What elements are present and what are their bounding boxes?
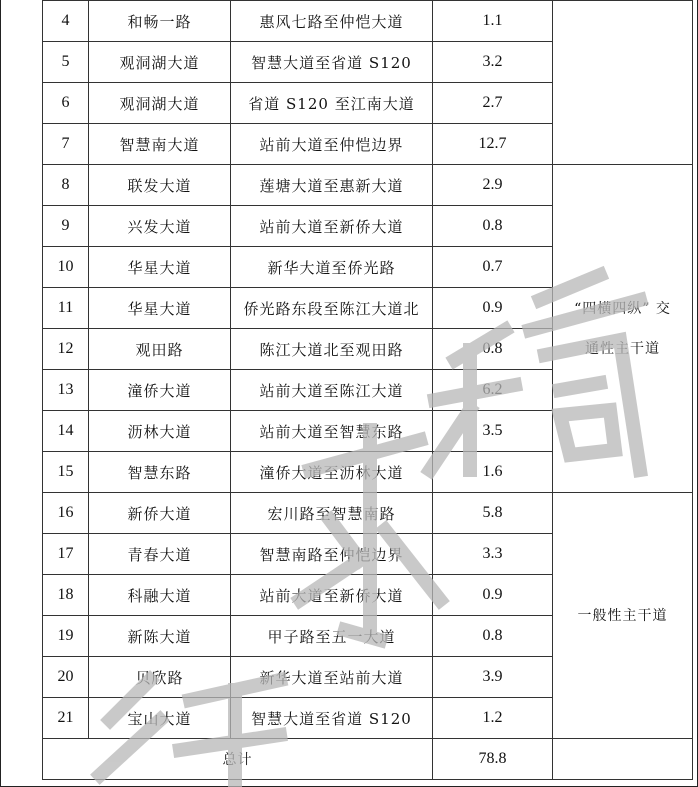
row-number: 10	[43, 247, 89, 288]
road-range: 新华大道至站前大道	[231, 657, 433, 698]
road-range: 智慧南路至仲恺边界	[231, 534, 433, 575]
road-length: 0.7	[433, 247, 553, 288]
road-length: 0.9	[433, 288, 553, 329]
road-name: 和畅一路	[89, 1, 231, 42]
row-number: 20	[43, 657, 89, 698]
road-name: 智慧东路	[89, 452, 231, 493]
road-length: 2.9	[433, 165, 553, 206]
row-number: 19	[43, 616, 89, 657]
road-length: 0.9	[433, 575, 553, 616]
row-number: 17	[43, 534, 89, 575]
road-range: 莲塘大道至惠新大道	[231, 165, 433, 206]
road-name: 华星大道	[89, 288, 231, 329]
road-range: 宏川路至智慧南路	[231, 493, 433, 534]
row-number: 18	[43, 575, 89, 616]
row-number: 11	[43, 288, 89, 329]
row-number: 12	[43, 329, 89, 370]
row-number: 15	[43, 452, 89, 493]
road-name: 沥林大道	[89, 411, 231, 452]
road-length: 1.6	[433, 452, 553, 493]
table-row	[43, 493, 693, 534]
total-row	[43, 739, 693, 780]
road-range: 智慧大道至省道 S120	[231, 698, 433, 739]
road-name: 联发大道	[89, 165, 231, 206]
road-length: 2.7	[433, 83, 553, 124]
category-cell-empty	[553, 1, 693, 165]
road-range: 惠风七路至仲恺大道	[231, 1, 433, 42]
road-length: 3.2	[433, 42, 553, 83]
road-range: 站前大道至仲恺边界	[231, 124, 433, 165]
road-name: 宝山大道	[89, 698, 231, 739]
road-length: 1.1	[433, 1, 553, 42]
road-range: 潼侨大道至沥林大道	[231, 452, 433, 493]
row-number: 13	[43, 370, 89, 411]
row-number: 21	[43, 698, 89, 739]
row-number: 6	[43, 83, 89, 124]
road-name: 新陈大道	[89, 616, 231, 657]
road-length: 12.7	[433, 124, 553, 165]
category-line-1: “四横四纵” 交	[574, 300, 671, 317]
category-line-2: 通性主干道	[585, 340, 660, 357]
road-name: 新侨大道	[89, 493, 231, 534]
road-name: 贝欣路	[89, 657, 231, 698]
road-range: 陈江大道北至观田路	[231, 329, 433, 370]
road-length: 5.8	[433, 493, 553, 534]
road-length: 3.9	[433, 657, 553, 698]
road-range: 站前大道至智慧东路	[231, 411, 433, 452]
row-number: 9	[43, 206, 89, 247]
total-value: 78.8	[433, 739, 553, 780]
road-range: 侨光路东段至陈江大道北	[231, 288, 433, 329]
row-number: 4	[43, 1, 89, 42]
road-name: 科融大道	[89, 575, 231, 616]
road-name: 智慧南大道	[89, 124, 231, 165]
table-row	[43, 1, 693, 42]
road-name: 观洞湖大道	[89, 83, 231, 124]
row-number: 8	[43, 165, 89, 206]
road-range: 甲子路至五一大道	[231, 616, 433, 657]
total-label: 总计	[43, 739, 433, 780]
row-number: 7	[43, 124, 89, 165]
road-length: 3.5	[433, 411, 553, 452]
road-name: 兴发大道	[89, 206, 231, 247]
road-table	[42, 0, 693, 780]
road-name: 华星大道	[89, 247, 231, 288]
road-length: 0.8	[433, 329, 553, 370]
road-name: 青春大道	[89, 534, 231, 575]
road-range: 省道 S120 至江南大道	[231, 83, 433, 124]
road-range: 新华大道至侨光路	[231, 247, 433, 288]
row-number: 16	[43, 493, 89, 534]
row-number: 14	[43, 411, 89, 452]
road-range: 站前大道至新侨大道	[231, 206, 433, 247]
road-range: 智慧大道至省道 S120	[231, 42, 433, 83]
total-category-empty	[553, 739, 693, 780]
category-general: 一般性主干道	[553, 493, 693, 739]
road-range: 站前大道至新侨大道	[231, 575, 433, 616]
road-length: 0.8	[433, 206, 553, 247]
road-range: 站前大道至陈江大道	[231, 370, 433, 411]
road-length: 1.2	[433, 698, 553, 739]
road-length: 0.8	[433, 616, 553, 657]
table-row	[43, 165, 693, 206]
road-name: 观洞湖大道	[89, 42, 231, 83]
road-length: 3.3	[433, 534, 553, 575]
road-name: 观田路	[89, 329, 231, 370]
road-name: 潼侨大道	[89, 370, 231, 411]
road-length: 6.2	[433, 370, 553, 411]
row-number: 5	[43, 42, 89, 83]
category-four-by-four	[553, 165, 693, 493]
